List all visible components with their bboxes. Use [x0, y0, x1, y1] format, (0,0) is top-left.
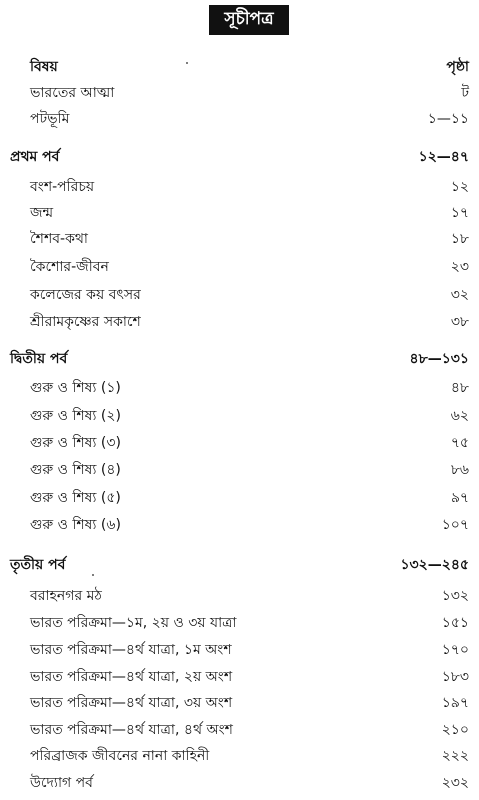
page-title: সূচীপত্র — [209, 5, 289, 35]
toc-entry-page: ২১০ — [441, 722, 469, 738]
toc-entry-label: উদ্যোগ পর্ব — [30, 775, 93, 791]
toc-entry-page: ১—১১ — [427, 111, 469, 127]
toc-entry-label: বরাহনগর মঠ — [30, 588, 102, 604]
toc-entry-label: গুরু ও শিষ্য (২) — [30, 408, 121, 424]
toc-entry-label: ভারত পরিক্রমা—১ম, ২য় ও ৩য় যাত্রা — [30, 615, 237, 631]
toc-entry-page: ২৩ — [450, 259, 469, 275]
toc-entry — [0, 284, 479, 306]
toc-entry-label: গুরু ও শিষ্য (৩) — [30, 435, 121, 451]
toc-entry-label: ভারতের আত্মা — [30, 85, 115, 101]
toc-entry-label: পরিব্রাজক জীবনের নানা কাহিনী — [30, 748, 210, 764]
toc-entry-page: ৩৮ — [450, 314, 469, 330]
toc-entry-label: গুরু ও শিষ্য (১) — [30, 380, 121, 396]
part-title: তৃতীয় পর্ব — [10, 557, 66, 573]
toc-entry — [0, 82, 479, 104]
toc-entry — [0, 202, 479, 224]
scan-speck — [92, 574, 94, 576]
toc-entry-page: ২৩২ — [441, 775, 469, 791]
subject-heading: বিষয় — [30, 59, 58, 75]
toc-entry-page: ১৭ — [450, 205, 469, 221]
toc-entry-page: ৭৫ — [450, 435, 469, 451]
part-heading-row — [0, 554, 479, 576]
toc-entry — [0, 459, 479, 481]
toc-entry-label: ভারত পরিক্রমা—৪র্থ যাত্রা, ৪র্থ অংশ — [30, 722, 233, 738]
part-page-range: ১২—৪৭ — [418, 149, 469, 165]
toc-entry — [0, 585, 479, 607]
toc-entry — [0, 108, 479, 130]
part-title: দ্বিতীয় পর্ব — [10, 351, 68, 367]
toc-entry-page: ৮৬ — [450, 462, 469, 478]
part-heading-row — [0, 146, 479, 168]
toc-entry-page: ১৫১ — [441, 615, 469, 631]
toc-entry-page: ১৮৩ — [441, 669, 469, 685]
toc-entry-label: ভারত পরিক্রমা—৪র্থ যাত্রা, ১ম অংশ — [30, 642, 232, 658]
toc-entry — [0, 405, 479, 427]
toc-entry — [0, 692, 479, 714]
toc-entry-page: ট — [461, 85, 469, 101]
toc-entry-label: জন্ম — [30, 205, 54, 221]
page-heading: পৃষ্ঠা — [446, 59, 469, 75]
toc-entry-page: ১৯৭ — [441, 695, 469, 711]
toc-entry — [0, 432, 479, 454]
toc-entry — [0, 745, 479, 767]
toc-entry-label: শ্রীরামকৃষ্ণের সকাশে — [30, 314, 141, 330]
toc-header-row — [0, 56, 479, 78]
part-heading-row — [0, 348, 479, 370]
toc-entry-page: ৬২ — [450, 408, 469, 424]
part-page-range: ১৩২—২৪৫ — [400, 557, 469, 573]
toc-entry-page: ১০৭ — [441, 517, 469, 533]
part-page-range: ৪৮—১৩১ — [409, 351, 469, 367]
toc-entry-label: গুরু ও শিষ্য (৫) — [30, 490, 121, 506]
toc-entry-page: ১৭০ — [441, 642, 469, 658]
toc-entry — [0, 612, 479, 634]
scan-speck — [186, 62, 188, 64]
toc-entry — [0, 772, 479, 794]
toc-entry-page: ১৮ — [450, 231, 469, 247]
toc-entry-label: ভারত পরিক্রমা—৪র্থ যাত্রা, ২য় অংশ — [30, 669, 233, 685]
toc-entry-label: কলেজের কয় বৎসর — [30, 287, 141, 303]
toc-entry-label: বংশ-পরিচয় — [30, 179, 95, 195]
toc-entry-page: ৯৭ — [450, 490, 469, 506]
toc-entry-label: পটভূমি — [30, 111, 70, 127]
toc-entry — [0, 639, 479, 661]
toc-entry-page: ৪৮ — [450, 380, 469, 396]
toc-entry-label: ভারত পরিক্রমা—৪র্থ যাত্রা, ৩য় অংশ — [30, 695, 233, 711]
toc-entry-label: শৈশব-কথা — [30, 231, 88, 247]
toc-entry — [0, 487, 479, 509]
toc-entry-page: ২২২ — [441, 748, 469, 764]
part-title: প্রথম পর্ব — [10, 149, 60, 165]
toc-entry-label: গুরু ও শিষ্য (৬) — [30, 517, 121, 533]
toc-entry-page: ১৩২ — [441, 588, 469, 604]
toc-entry — [0, 719, 479, 741]
toc-entry-label: কৈশোর-জীবন — [30, 259, 109, 275]
toc-entry-page: ৩২ — [450, 287, 469, 303]
toc-entry — [0, 256, 479, 278]
toc-entry — [0, 176, 479, 198]
toc-entry-label: গুরু ও শিষ্য (৪) — [30, 462, 121, 478]
toc-entry-page: ১২ — [450, 179, 469, 195]
toc-entry — [0, 377, 479, 399]
toc-entry — [0, 666, 479, 688]
toc-entry — [0, 228, 479, 250]
toc-entry — [0, 514, 479, 536]
toc-entry — [0, 311, 479, 333]
